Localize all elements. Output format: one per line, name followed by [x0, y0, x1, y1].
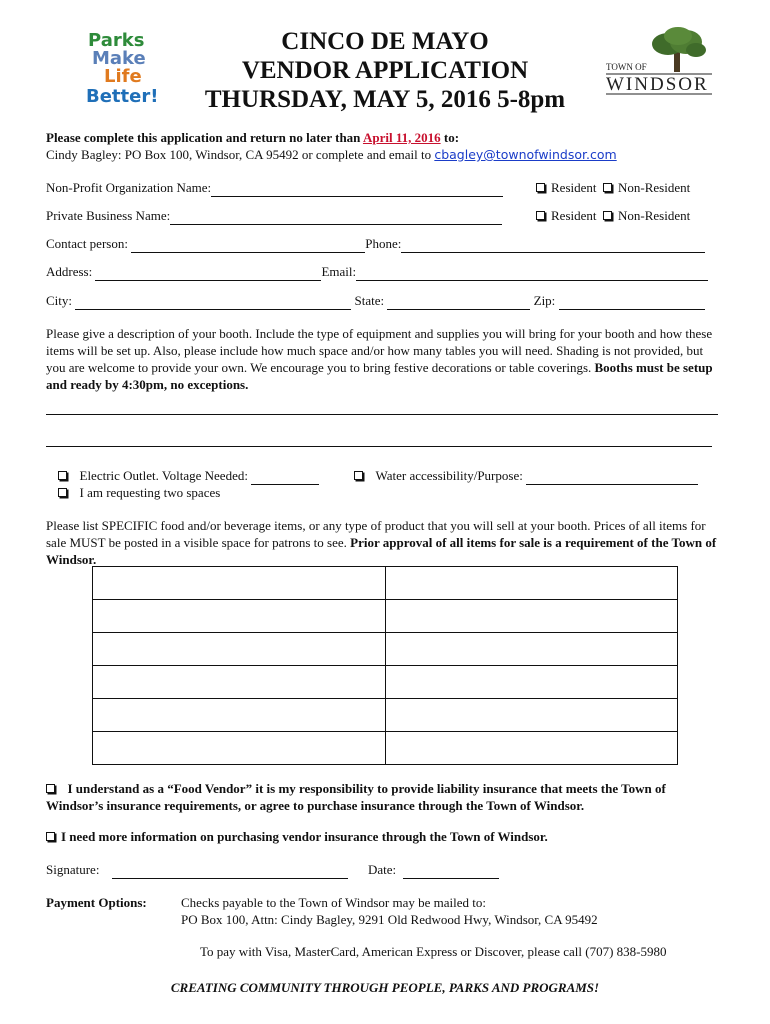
contact-input-line[interactable] — [131, 236, 365, 253]
private-nonresident-checkbox[interactable] — [603, 211, 612, 220]
signature-row — [46, 862, 499, 879]
item-cell[interactable] — [93, 567, 386, 600]
item-cell[interactable] — [93, 633, 386, 666]
price-cell[interactable] — [385, 666, 678, 699]
footer-slogan: CREATING COMMUNITY THROUGH PEOPLE, PARKS AND PROGRAMS! — [170, 980, 600, 995]
two-spaces-label: I am requesting two spaces — [79, 485, 221, 500]
phone-label: Phone: — [365, 236, 402, 251]
table-row — [93, 732, 678, 765]
contact-row — [46, 236, 705, 253]
intro-address: Cindy Bagley: PO Box 100, Windsor, CA 95492 or complete and email to — [46, 147, 435, 162]
booth-description-text: Please give a description of your booth. Include the type of equipment and supplies you will bring for your booth and how these items will be set up. Also, please include how much space and/or how many tables you will need. Shading is not provided, but you are welcome to provide your own. We encourage you to bring festive decorations or table coverings. — [46, 326, 713, 375]
table-row — [93, 600, 678, 633]
email-label: Email: — [321, 264, 357, 279]
nonprofit-nonresident-checkbox[interactable] — [603, 183, 612, 192]
private-resident-checkbox[interactable] — [536, 211, 545, 220]
water-label: Water accessibility/Purpose: — [375, 468, 523, 483]
title-line-3: THURSDAY, MAY 5, 2016 5-8pm — [204, 86, 566, 113]
food-vendor-checkbox[interactable] — [46, 784, 55, 793]
payment-phone-line: To pay with Visa, MasterCard, American Express or Discover, please call (707) 838-5980 — [200, 944, 667, 959]
item-cell[interactable] — [93, 666, 386, 699]
table-row — [93, 567, 678, 600]
two-spaces-row — [58, 485, 220, 501]
city-label: City: — [46, 293, 73, 308]
booth-description — [46, 325, 718, 393]
table-row — [93, 666, 678, 699]
intro-lead: Please complete this application and return no later than — [46, 130, 363, 145]
logo-word-better: Better! — [86, 86, 159, 106]
oak-tree-icon — [652, 27, 706, 72]
nonprofit-resident-checkbox[interactable] — [536, 183, 545, 192]
voltage-input-line[interactable] — [251, 468, 319, 485]
resident-label: Resident — [551, 180, 597, 195]
payment-line-2: PO Box 100, Attn: Cindy Bagley, 9291 Old Redwood Hwy, Windsor, CA 95492 — [181, 912, 598, 927]
address-row — [46, 264, 708, 281]
payment-line-1: Checks payable to the Town of Windsor may be mailed to: — [181, 895, 486, 910]
nonprofit-input-line[interactable] — [211, 180, 503, 197]
logo-word-make: Make — [92, 48, 146, 69]
payment-label: Payment Options: — [46, 895, 147, 910]
item-cell[interactable] — [93, 600, 386, 633]
email-input-line[interactable] — [356, 264, 708, 281]
zip-input-line[interactable] — [559, 293, 705, 310]
water-input-line[interactable] — [526, 468, 698, 485]
items-approval: Prior approval of all items for sale is a requirement of the Town of Windsor. — [46, 535, 717, 567]
logo-town-of: TOWN OF — [606, 62, 647, 72]
state-label: State: — [354, 293, 385, 308]
nonresident-label: Non-Resident — [618, 208, 691, 223]
logo-word-life: Life — [104, 66, 142, 87]
items-instructions — [46, 517, 718, 568]
price-cell[interactable] — [385, 732, 678, 765]
date-input-line[interactable] — [403, 862, 499, 879]
signature-label: Signature: — [46, 862, 100, 877]
town-of-windsor-logo — [606, 26, 714, 96]
food-vendor-text: I understand as a “Food Vendor” it is my responsibility to provide liability insurance that meets the Town of Windsor’s insurance requirements, or agree to purchase insurance through the Town of Windsor. — [46, 781, 666, 813]
table-row — [93, 633, 678, 666]
electric-checkbox[interactable] — [58, 471, 67, 480]
phone-input-line[interactable] — [401, 236, 705, 253]
intro-line-2 — [46, 147, 617, 163]
title-line-1: CINCO DE MAYO — [281, 28, 489, 55]
items-table — [92, 566, 678, 765]
title-line-2: VENDOR APPLICATION — [241, 57, 529, 84]
private-input-line[interactable] — [170, 208, 502, 225]
zip-label: Zip: — [533, 293, 556, 308]
resident-label: Resident — [551, 208, 597, 223]
address-input-line[interactable] — [95, 264, 321, 281]
logo-word-parks: Parks — [88, 30, 145, 51]
signature-input-line[interactable] — [112, 862, 348, 879]
table-row — [93, 699, 678, 732]
booth-answer-line-1[interactable] — [46, 414, 718, 415]
address-label: Address: — [46, 264, 93, 279]
water-row — [354, 468, 698, 485]
nonprofit-label: Non-Profit Organization Name: — [46, 180, 212, 195]
price-cell[interactable] — [385, 600, 678, 633]
nonresident-label: Non-Resident — [618, 180, 691, 195]
items-text: Please list SPECIFIC food and/or beverage items, or any type of product that you will sell at your booth. Prices of all items for sale MUST be posted in a visible space for patrons to see. — [46, 518, 706, 550]
intro-lead-end: to: — [440, 130, 460, 145]
email-link[interactable]: cbagley@townofwindsor.com — [434, 147, 617, 162]
state-input-line[interactable] — [387, 293, 530, 310]
two-spaces-checkbox[interactable] — [58, 488, 67, 497]
nonprofit-residency — [536, 180, 690, 196]
item-cell[interactable] — [93, 699, 386, 732]
date-label: Date: — [367, 862, 397, 877]
logo-windsor: WINDSOR — [606, 74, 709, 95]
electric-row — [58, 468, 319, 485]
more-info-checkbox[interactable] — [46, 832, 55, 841]
price-cell[interactable] — [385, 567, 678, 600]
item-cell[interactable] — [93, 732, 386, 765]
price-cell[interactable] — [385, 633, 678, 666]
booth-answer-line-2[interactable] — [46, 446, 712, 447]
price-cell[interactable] — [385, 699, 678, 732]
deadline-date: April 11, 2016 — [362, 130, 441, 145]
food-vendor-row — [46, 780, 720, 814]
more-info-text: I need more information on purchasing vendor insurance through the Town of Windsor. — [61, 829, 548, 844]
more-info-row — [46, 829, 548, 845]
city-row — [46, 293, 705, 310]
private-residency — [536, 208, 690, 224]
intro-line-1 — [46, 130, 459, 146]
city-input-line[interactable] — [75, 293, 351, 310]
booth-deadline: Booths must be setup and ready by 4:30pm, no exceptions. — [46, 360, 713, 392]
electric-label: Electric Outlet. Voltage Needed: — [79, 468, 248, 483]
private-row — [46, 208, 502, 225]
nonprofit-row — [46, 180, 503, 197]
water-checkbox[interactable] — [354, 471, 363, 480]
contact-label: Contact person: — [46, 236, 128, 251]
private-label: Private Business Name: — [46, 208, 171, 223]
